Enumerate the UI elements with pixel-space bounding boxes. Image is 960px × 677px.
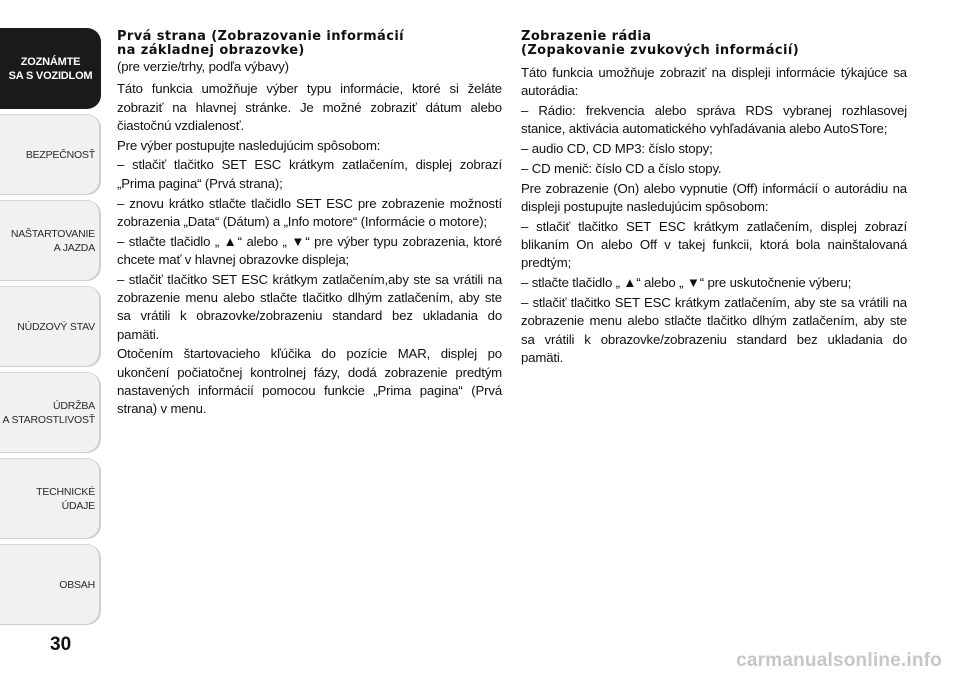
section-title: [117, 30, 502, 58]
paragraph: – stlačiť tlačitko SET ESC krátkym zatlačením, displej zobrazí blikaním On alebo Off v takej funkcii, ktorá bola nainštalovaná predtým;: [521, 218, 907, 271]
tab-udrzba-a-starostlivost[interactable]: [0, 372, 101, 453]
tab-label: ÚDRŽBA A STAROSTLIVOSŤ: [2, 400, 95, 426]
paragraph: – audio CD, CD MP3: číslo stopy;: [521, 141, 713, 157]
tab-label: ZOZNÁMTE SA S VOZIDLOM: [8, 55, 93, 82]
paragraph: – CD menič: číslo CD a číslo stopy.: [521, 160, 722, 176]
tab-obsah[interactable]: [0, 544, 101, 625]
paragraph: Táto funkcia umožňuje zobraziť na displeji informácie týkajúce sa autorádia:: [521, 65, 907, 99]
paragraph: Pre výber postupujte nasledujúcim spôsobom:: [117, 137, 381, 153]
tab-zoznamte-sa-s-vozidlom[interactable]: [0, 28, 101, 109]
tab-label: NAŠTARTOVANIE A JAZDA: [10, 228, 95, 254]
paragraph: – stlačiť tlačitko SET ESC krátkym zatlačením,aby ste sa vrátili na zobrazenie menu alebo stlačte tlačitko dlhým zatlačením, aby ste sa vrátili k obrazovke/zobrazeniu standard bez ukladania do pamäti.: [117, 271, 502, 342]
tab-label: TECHNICKÉ ÚDAJE: [36, 486, 95, 512]
tab-label: NÚDZOVÝ STAV: [17, 321, 95, 333]
paragraph: Pre zobrazenie (On) alebo vypnutie (Off) informácií o autorádiu na displeji postupujte nasledujúcim spôsobom:: [521, 180, 907, 215]
paragraph: – stlačiť tlačitko SET ESC krátkym zatlačením, aby ste sa vrátili na zobrazenie menu alebo stlačte tlačitko dlhým zatlačením, aby ste sa vrátili k obrazovke/zobrazeniu standard bez ukladania do pamäti.: [521, 295, 907, 365]
paragraph: – znovu krátko stlačte tlačidlo SET ESC pre zobrazenie možností zobrazenia „Data“ (Dátum) a „Info motore“ (Informácie o motore);: [117, 195, 502, 229]
paragraph: – stlačte tlačidlo „ ▲“ alebo „ ▼“ pre výber typu zobrazenia, ktoré chcete mať v hlavnej obrazovke displeja;: [117, 233, 502, 267]
right-column: [521, 30, 907, 369]
paragraph: – stlačiť tlačitko SET ESC krátkym zatlačením, displej zobrazí „Prima pagina“ (Prvá strana);: [117, 157, 502, 191]
title-line: (Zopakovanie zvukových informácií): [521, 43, 800, 58]
section-title: [521, 30, 907, 58]
tab-technicke-udaje[interactable]: [0, 458, 101, 539]
title-line: Zobrazenie rádia: [521, 29, 652, 44]
tab-bezpecnost[interactable]: [0, 114, 101, 195]
paragraph: – stlačte tlačidlo „ ▲“ alebo „ ▼“ pre uskutočnenie výberu;: [521, 275, 852, 291]
watermark: carmanualsonline.info: [736, 650, 942, 671]
title-line: na základnej obrazovke): [117, 43, 305, 58]
tab-label: BEZPEČNOSŤ: [25, 149, 95, 161]
page-number: 30: [50, 634, 72, 655]
tab-nastartovanie-a-jazda[interactable]: [0, 200, 101, 281]
tab-nudzovy-stav[interactable]: [0, 286, 101, 367]
left-column: [117, 30, 502, 420]
paragraph: – Rádio: frekvencia alebo správa RDS vybranej rozhlasovej stanice, aktivácia automatického vyhľadávania alebo AutoSTore;: [521, 103, 907, 137]
title-line: Prvá strana (Zobrazovanie informácií: [117, 29, 405, 44]
tab-label: OBSAH: [59, 579, 95, 591]
paragraph: Táto funkcia umožňuje výber typu informácie, ktoré si želáte zobraziť na hlavnej stránke. Je možné zobraziť dátum alebo čiastočnú vzdialenosť.: [117, 81, 502, 133]
paragraph: Otočením štartovacieho kľúčika do pozície MAR, displej po ukončení počiatočnej kontrolnej fázy, dodá zobrazenie predtým nastavených informácií pomocou funkcie „Prima pagina“ (Prvá strana) v menu.: [117, 346, 502, 417]
section-subtitle: (pre verzie/trhy, podľa výbavy): [117, 59, 289, 74]
